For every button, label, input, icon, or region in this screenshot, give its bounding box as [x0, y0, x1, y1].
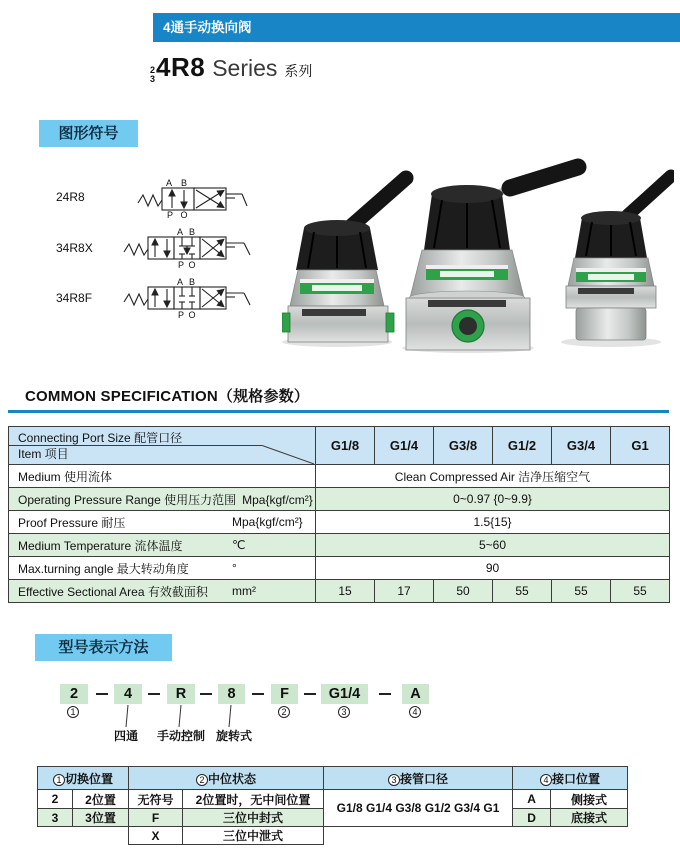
series-title — [150, 52, 312, 88]
valve-symbol-24r8 — [136, 179, 248, 219]
spec-heading: COMMON SPECIFICATION（规格参数） — [25, 388, 310, 405]
row-pressure-unit: Mpa{kgf/cm²} — [242, 492, 313, 507]
code-dash — [148, 693, 160, 695]
port-a: A — [176, 227, 184, 237]
code-note-4way: 四通 — [114, 729, 139, 743]
header-item: Item 项目 — [18, 447, 69, 461]
bt-conn-desc: 侧接式 — [551, 790, 628, 809]
row-temp-unit: ℃ — [232, 538, 246, 552]
row-temp-label: Medium Temperature 流体温度 ℃ — [9, 534, 316, 557]
bt-header-mid: 2 中位状态 — [129, 767, 324, 790]
col-g1: G1 — [611, 427, 670, 465]
row-temp-value: 5~60 — [316, 534, 670, 557]
row-medium-label: Medium 使用流体 — [9, 465, 316, 488]
symbol-label-24r8: 24R8 — [56, 190, 85, 204]
code-note-rotary: 旋转式 — [216, 729, 253, 743]
valve-symbol-34r8f — [122, 277, 254, 319]
valve-photo-right — [561, 176, 671, 347]
bt-switch-desc: 2位置 — [73, 790, 129, 809]
series-code: 4R8 — [156, 52, 206, 82]
row-pressure-label: Operating Pressure Range 使用压力范围 Mpa{kgf/cm²} — [9, 488, 316, 511]
code-mark-4: 4 — [409, 706, 421, 718]
port-b: B — [188, 277, 196, 287]
port-p: P — [177, 260, 185, 269]
bt-conn-code: D — [513, 809, 551, 827]
bt-empty — [513, 827, 551, 845]
bt-empty — [38, 827, 73, 845]
area-value: 55 — [552, 580, 611, 603]
code-seg-a: A — [402, 684, 429, 704]
row-proof-unit: Mpa{kgf/cm²} — [232, 515, 303, 529]
code-mark-3: 3 — [338, 706, 350, 718]
section-model-method: 型号表示方法 — [35, 634, 172, 661]
bt-switch-code: 3 — [38, 809, 73, 827]
col-g12: G1/2 — [493, 427, 552, 465]
row-area-label: Effective Sectional Area 有效截面积 mm² — [9, 580, 316, 603]
valve-symbol-34r8x — [122, 227, 254, 269]
port-b: B — [188, 227, 196, 237]
code-mark-2: 2 — [278, 706, 290, 718]
port-o: O — [180, 210, 188, 219]
code-seg-g14: G1/4 — [321, 684, 368, 704]
port-p: P — [166, 210, 174, 219]
product-photos — [282, 158, 674, 354]
header-diagonal — [9, 427, 315, 464]
port-p: P — [177, 310, 185, 319]
section-graphic-symbols: 图形符号 — [39, 120, 138, 147]
col-g34: G3/4 — [552, 427, 611, 465]
spec-table — [8, 426, 670, 603]
port-a: A — [176, 277, 184, 287]
code-dash — [379, 693, 391, 695]
port-a: A — [165, 179, 173, 188]
row-pressure-value: 0~0.97 {0~9.9} — [316, 488, 670, 511]
bt-mid-desc: 三位中封式 — [183, 809, 324, 827]
code-dash — [304, 693, 316, 695]
bt-switch-code: 2 — [38, 790, 73, 809]
area-value: 50 — [434, 580, 493, 603]
series-word: Series — [212, 55, 278, 81]
port-b: B — [180, 179, 188, 188]
valve-photo-left — [282, 178, 406, 347]
col-g14: G1/4 — [375, 427, 434, 465]
col-g38: G3/8 — [434, 427, 493, 465]
bt-mid-code: X — [129, 827, 183, 845]
row-area-unit: mm² — [232, 584, 256, 598]
bt-conn-code: A — [513, 790, 551, 809]
spec-header-label — [9, 427, 316, 465]
banner-title: 4通手动换向阀 — [163, 20, 252, 35]
bt-header-conn: 4 接口位置 — [513, 767, 628, 790]
row-angle-label: Max.turning angle 最大转动角度 ° — [9, 557, 316, 580]
page-banner — [153, 13, 680, 42]
code-leader-lines — [100, 705, 260, 728]
area-value: 55 — [611, 580, 670, 603]
code-seg-f: F — [271, 684, 298, 704]
valve-photo-middle — [402, 167, 578, 353]
symbol-label-34r8f: 34R8F — [56, 291, 93, 305]
col-g18: G1/8 — [316, 427, 375, 465]
code-note-manual: 手动控制 — [157, 729, 206, 743]
model-code-table — [37, 766, 628, 845]
row-proof-value: 1.5{15} — [316, 511, 670, 534]
code-mark-1: 1 — [67, 706, 79, 718]
bt-empty — [324, 827, 513, 845]
bt-header-switch: 1 切换位置 — [38, 767, 129, 790]
bt-empty — [551, 827, 628, 845]
bt-conn-desc: 底接式 — [551, 809, 628, 827]
symbol-label-34r8x: 34R8X — [56, 241, 93, 255]
series-prefix: 2 3 — [150, 65, 156, 85]
port-o: O — [188, 310, 196, 319]
bt-mid-code: F — [129, 809, 183, 827]
port-o: O — [188, 260, 196, 269]
row-proof-label: Proof Pressure 耐压 Mpa{kgf/cm²} — [9, 511, 316, 534]
code-dash — [252, 693, 264, 695]
code-dash — [96, 693, 108, 695]
series-cn: 系列 — [284, 63, 313, 79]
bt-port-sizes: G1/8 G1/4 G3/8 G1/2 G3/4 G1 — [324, 790, 513, 827]
area-value: 55 — [493, 580, 552, 603]
header-port-size: Connecting Port Size 配管口径 — [18, 431, 183, 445]
code-seg-2: 2 — [60, 684, 88, 704]
bt-empty — [73, 827, 129, 845]
bt-switch-desc: 3位置 — [73, 809, 129, 827]
heading-rule — [8, 410, 669, 413]
area-value: 17 — [375, 580, 434, 603]
bt-mid-desc: 2位置时，无中间位置 — [183, 790, 324, 809]
bt-mid-desc: 三位中泄式 — [183, 827, 324, 845]
bt-header-port: 3 接管口径 — [324, 767, 513, 790]
row-medium-value: Clean Compressed Air 洁净压缩空气 — [316, 465, 670, 488]
code-seg-8: 8 — [218, 684, 245, 704]
code-seg-4: 4 — [114, 684, 142, 704]
area-value: 15 — [316, 580, 375, 603]
code-dash — [200, 693, 212, 695]
row-angle-value: 90 — [316, 557, 670, 580]
code-seg-r: R — [167, 684, 195, 704]
row-angle-unit: ° — [232, 561, 237, 575]
bt-mid-code: 无符号 — [129, 790, 183, 809]
